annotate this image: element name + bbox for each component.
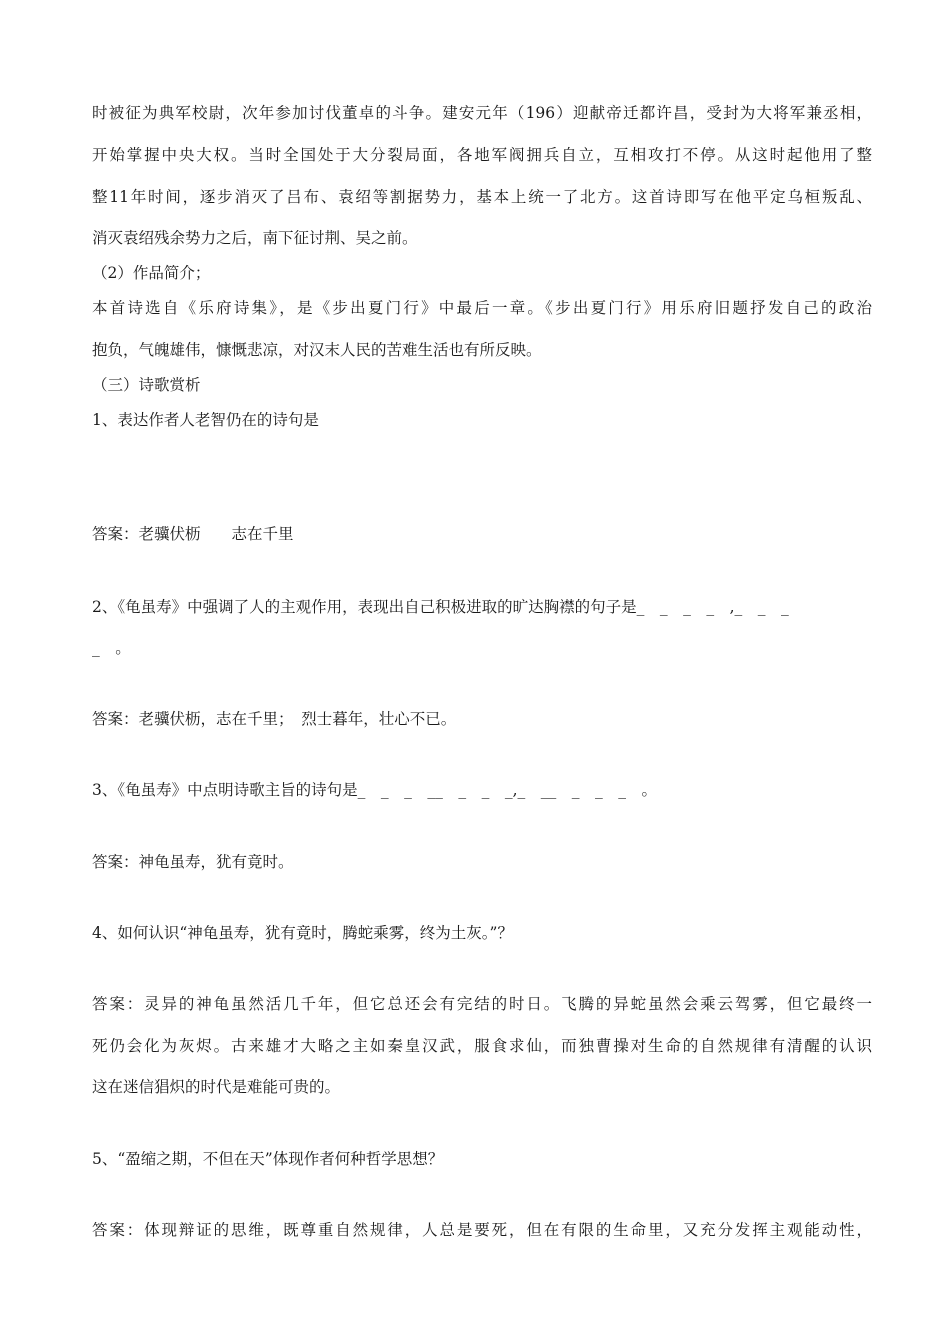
work-intro-line-1: 本首诗选自《乐府诗集》，是《步出夏门行》中最后一章。《步出夏门行》用乐府旧题抒发自己的政治 xyxy=(92,299,872,317)
intro-line-3: 整11年时间，逐步消灭了吕布、袁绍等割据势力，基本上统一了北方。这首诗即写在他平定乌桓叛乱、 xyxy=(92,188,872,206)
question-4: 4、如何认识“神龟虽寿，犹有竟时，腾蛇乘雾，终为土灰。”？ xyxy=(92,924,513,942)
answer-2: 答案：老骥伏枥，志在千里； 烈士暮年，壮心不已。 xyxy=(92,710,457,728)
answer-5: 答案：体现辩证的思维，既尊重自然规律，人总是要死，但在有限的生命里，又充分发挥主观能动性， xyxy=(92,1221,872,1239)
answer-1: 答案：老骥伏枥 志在千里 xyxy=(92,525,294,543)
intro-line-1: 时被征为典军校尉，次年参加讨伐董卓的斗争。建安元年（196）迎献帝迁都许昌，受封为大将军兼丞相， xyxy=(92,104,872,122)
analysis-heading: （三）诗歌赏析 xyxy=(92,376,201,394)
work-intro-line-2: 抱负，气魄雄伟，慷慨悲凉，对汉末人民的苦难生活也有所反映。 xyxy=(92,341,542,359)
question-2-continued: _ 。 xyxy=(92,639,131,657)
answer-4-line-3: 这在迷信猖炽的时代是难能可贵的。 xyxy=(92,1078,341,1096)
question-3: 3、《龟虽寿》中点明诗歌主旨的诗句是_ _ _ __ _ _ _,_ __ _ _ _ 。 xyxy=(92,781,658,799)
intro-line-2: 开始掌握中央大权。当时全国处于大分裂局面，各地军阀拥兵自立，互相攻打不停。从这时起他用了整 xyxy=(92,146,872,164)
answer-4-line-2: 死仍会化为灰烬。古来雄才大略之主如秦皇汉武，服食求仙，而独曹操对生命的自然规律有清醒的认识 xyxy=(92,1037,872,1055)
question-1: 1、表达作者人老智仍在的诗句是 xyxy=(92,411,319,429)
question-5: 5、“盈缩之期，不但在天”体现作者何种哲学思想？ xyxy=(92,1150,444,1168)
intro-line-4: 消灭袁绍残余势力之后，南下征讨荆、吴之前。 xyxy=(92,229,418,247)
work-intro-heading: （2）作品简介； xyxy=(92,264,211,282)
answer-4-line-1: 答案：灵异的神龟虽然活几千年，但它总还会有完结的时日。飞腾的异蛇虽然会乘云驾雾，但它最终一 xyxy=(92,995,872,1013)
question-2: 2、《龟虽寿》中强调了人的主观作用，表现出自己积极进取的旷达胸襟的句子是_ _ _ _ ,_ _ _ xyxy=(92,598,789,616)
answer-3: 答案：神龟虽寿，犹有竟时。 xyxy=(92,853,294,871)
